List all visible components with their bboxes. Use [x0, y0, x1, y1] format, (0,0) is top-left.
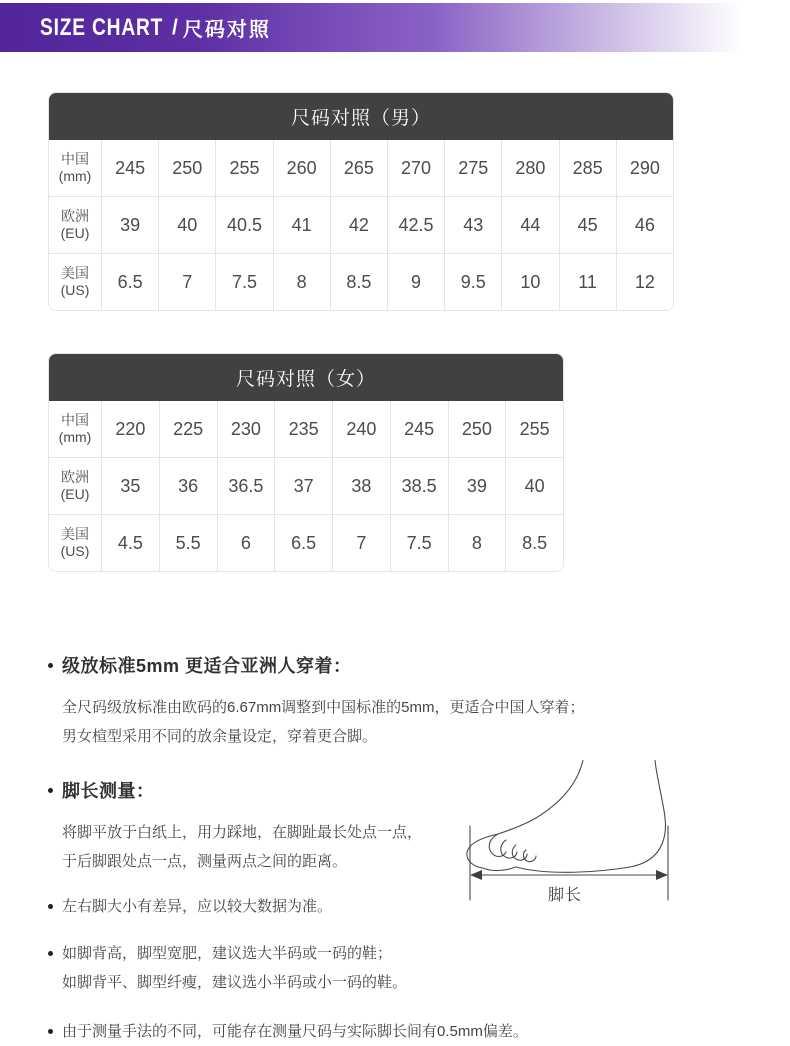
- header-banner: [0, 3, 790, 52]
- size-cell: 6.5: [274, 514, 332, 571]
- note-grading-body-line1: 全尺码级放标准由欧码的6.67mm调整到中国标准的5mm，更适合中国人穿着；: [62, 699, 585, 716]
- bullet-dot-icon: [48, 904, 53, 909]
- size-cell: 250: [448, 401, 506, 457]
- row-header-region: 美国: [61, 264, 89, 281]
- size-cell: 265: [330, 140, 387, 196]
- size-cell: 38.5: [390, 457, 448, 514]
- size-cell: 10: [501, 253, 558, 310]
- note-fit-advice-text: [62, 939, 407, 997]
- row-header-region: 美国: [61, 525, 89, 542]
- size-row: [49, 401, 563, 457]
- size-cell: 6.5: [101, 253, 158, 310]
- size-cell: 40: [505, 457, 563, 514]
- header-title-separator: /: [172, 15, 178, 39]
- size-cell: 250: [158, 140, 215, 196]
- size-cell: 245: [101, 140, 158, 196]
- size-cell: 8.5: [330, 253, 387, 310]
- size-cell: 230: [217, 401, 275, 457]
- row-header: [49, 253, 101, 310]
- size-cell: 7.5: [215, 253, 272, 310]
- size-cell: 7: [332, 514, 390, 571]
- header-title-en: SIZE CHART: [40, 13, 164, 41]
- size-cell: 225: [159, 401, 217, 457]
- notes-section: [0, 652, 790, 1046]
- size-cell: 5.5: [159, 514, 217, 571]
- size-cell: 220: [101, 401, 159, 457]
- note-fit-line1: 如脚背高，脚型宽肥，建议选大半码或一码的鞋；: [62, 945, 393, 962]
- size-cell: 39: [101, 196, 158, 253]
- row-header-unit: (mm): [58, 429, 92, 445]
- size-row: [49, 457, 563, 514]
- size-cell: 7: [158, 253, 215, 310]
- size-cell: 9: [387, 253, 444, 310]
- size-cell: 275: [444, 140, 501, 196]
- size-cell: 42: [330, 196, 387, 253]
- row-header-unit: (US): [60, 543, 90, 559]
- note-grading-body-line2: 男女楦型采用不同的放余量设定，穿着更合脚。: [62, 728, 378, 745]
- size-cell: 35: [101, 457, 159, 514]
- row-header-region: 欧洲: [61, 468, 89, 485]
- size-cell: 36.5: [217, 457, 275, 514]
- size-cell: 235: [274, 401, 332, 457]
- size-cell: 270: [387, 140, 444, 196]
- size-cell: 240: [332, 401, 390, 457]
- note-fit-line2: 如脚背平、脚型纤瘦，建议选小半码或小一码的鞋。: [62, 974, 408, 991]
- row-header: [49, 140, 101, 196]
- foot-length-label: 脚长: [547, 887, 582, 904]
- row-header-unit: (EU): [60, 225, 90, 241]
- arrow-left-head: [470, 870, 482, 880]
- size-chart-page: [0, 3, 790, 1040]
- size-cell: 285: [559, 140, 616, 196]
- size-table-women-title-row: [49, 354, 563, 401]
- note-measure-body-line2: 于后脚跟处点一点，测量两点之间的距离。: [62, 853, 348, 870]
- size-table-women-title: 尺码对照（女）: [49, 354, 563, 401]
- bullet-dot-icon: [48, 1029, 53, 1034]
- size-cell: 36: [159, 457, 217, 514]
- note-fit-advice: [48, 939, 790, 997]
- row-header: [49, 514, 101, 571]
- size-cell: 43: [444, 196, 501, 253]
- size-table-men-title: 尺码对照（男）: [49, 93, 673, 140]
- size-cell: 290: [616, 140, 673, 196]
- row-header-region: 中国: [61, 150, 89, 167]
- size-cell: 255: [215, 140, 272, 196]
- size-cell: 45: [559, 196, 616, 253]
- size-cell: 12: [616, 253, 673, 310]
- size-row: [49, 140, 673, 196]
- size-cell: 8: [273, 253, 330, 310]
- size-cell: 260: [273, 140, 330, 196]
- note-deviation-text: 由于测量手法的不同，可能存在测量尺码与实际脚长间有0.5mm偏差。: [62, 1023, 528, 1040]
- size-row: [49, 253, 673, 310]
- size-table-women-body: [49, 401, 563, 571]
- row-header-region: 欧洲: [61, 207, 89, 224]
- size-cell: 38: [332, 457, 390, 514]
- note-measure-body-line1: 将脚平放于白纸上，用力踩地，在脚趾最长处点一点，: [62, 824, 423, 841]
- size-cell: 8.5: [505, 514, 563, 571]
- size-row: [49, 514, 563, 571]
- size-cell: 44: [501, 196, 558, 253]
- size-cell: 37: [274, 457, 332, 514]
- bullet-dot-icon: [48, 788, 53, 793]
- size-cell: 245: [390, 401, 448, 457]
- row-header: [49, 196, 101, 253]
- size-table-women-head: [49, 354, 563, 401]
- note-difference-text: 左右脚大小有差异，应以较大数据为准。: [62, 898, 333, 915]
- note-deviation: [48, 1017, 790, 1046]
- size-cell: 46: [616, 196, 673, 253]
- size-cell: 40: [158, 196, 215, 253]
- note-grading-heading-text: 级放标准5mm 更适合亚洲人穿着：: [62, 656, 352, 676]
- size-cell: 7.5: [390, 514, 448, 571]
- size-cell: 11: [559, 253, 616, 310]
- row-header: [49, 401, 101, 457]
- size-cell: 39: [448, 457, 506, 514]
- size-cell: 255: [505, 401, 563, 457]
- size-row: [49, 196, 673, 253]
- row-header-unit: (mm): [58, 168, 92, 184]
- row-header-region: 中国: [61, 411, 89, 428]
- size-cell: 41: [273, 196, 330, 253]
- size-cell: 6: [217, 514, 275, 571]
- size-table-men-title-row: [49, 93, 673, 140]
- note-grading-heading: [48, 652, 790, 678]
- size-tables-section: [0, 92, 790, 572]
- size-cell: 42.5: [387, 196, 444, 253]
- row-header-unit: (EU): [60, 486, 90, 502]
- size-cell: 9.5: [444, 253, 501, 310]
- bullet-dot-icon: [48, 663, 53, 668]
- row-header-unit: (US): [60, 282, 90, 298]
- size-table-women: [49, 354, 563, 571]
- size-cell: 4.5: [101, 514, 159, 571]
- size-table-women-wrap: [48, 353, 564, 572]
- size-table-men: [49, 93, 673, 310]
- size-table-men-body: [49, 140, 673, 310]
- size-table-men-wrap: [48, 92, 674, 311]
- note-grading-body: [62, 693, 790, 751]
- header-title-zh: 尺码对照: [182, 19, 271, 41]
- bullet-dot-icon: [48, 951, 53, 956]
- row-header: [49, 457, 101, 514]
- size-cell: 280: [501, 140, 558, 196]
- size-cell: 8: [448, 514, 506, 571]
- arrow-right-head: [656, 870, 668, 880]
- foot-measure-diagram: [450, 760, 700, 915]
- note-measure-heading-text: 脚长测量：: [62, 781, 155, 801]
- size-table-men-head: [49, 93, 673, 140]
- size-cell: 40.5: [215, 196, 272, 253]
